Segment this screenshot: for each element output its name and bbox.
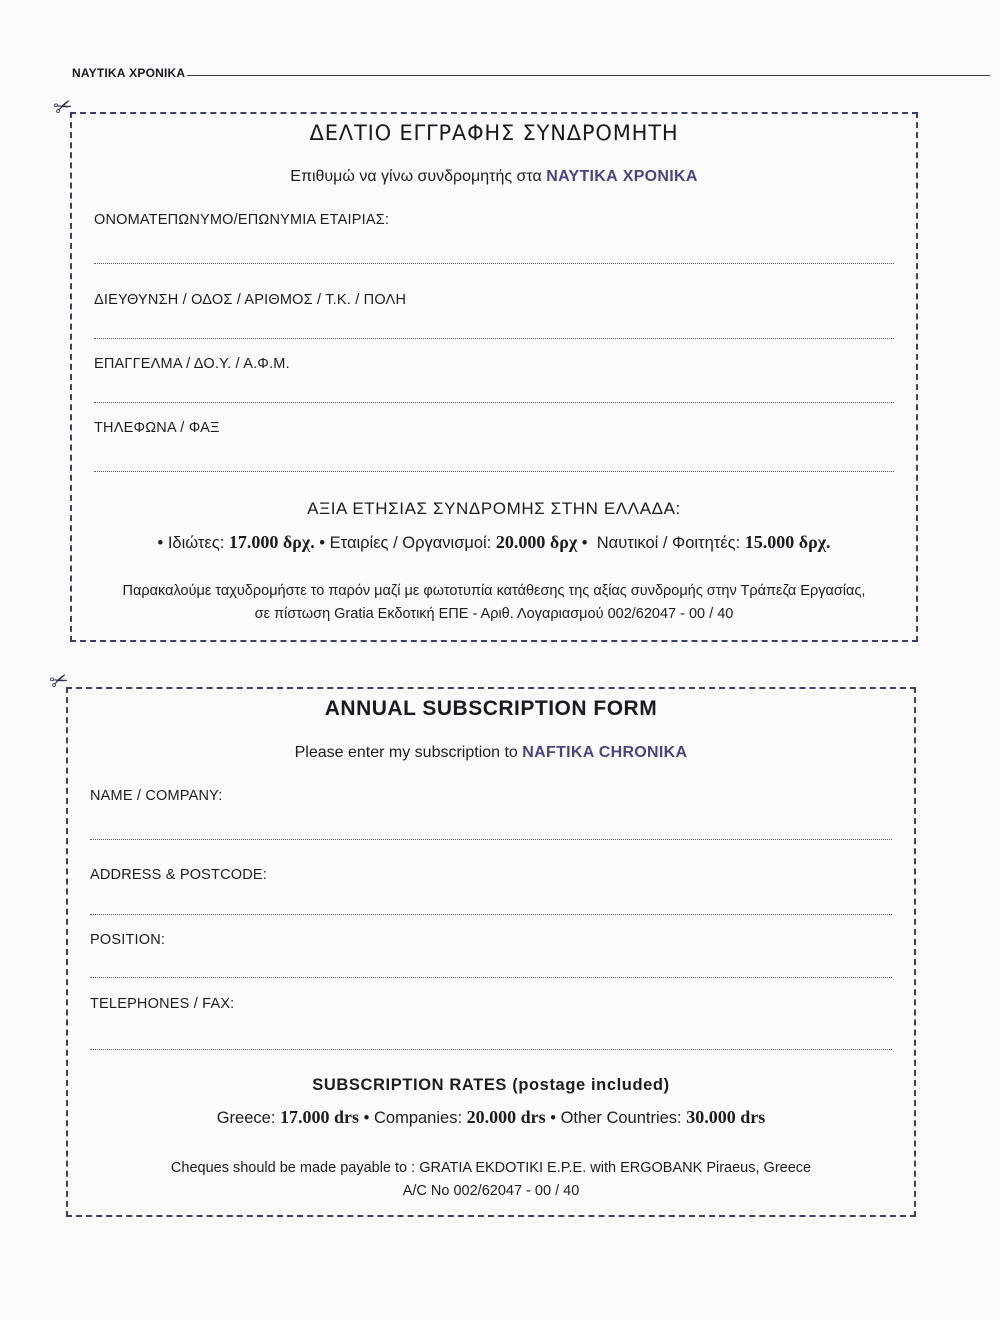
form-intro	[68, 744, 914, 762]
rates-title: SUBSCRIPTION RATES	[312, 1076, 508, 1094]
rate-label-seamen: Ναυτικοί / Φοιτητές:	[596, 534, 741, 552]
field-label-phone: ΤΗΛΕΦΩΝΑ / ΦΑΞ	[94, 420, 220, 436]
field-input-address[interactable]	[90, 914, 892, 915]
rates-list: • Ιδιώτες: 17.000 δρχ. • Εταιρίες / Οργανισμοί: 20.000 δρχ • Ναυτικοί / Φοιτητές: 15.000 δρχ.	[157, 532, 831, 552]
header-rule	[187, 75, 990, 76]
intro-brand: ΝΑΥΤΙΚΑ ΧΡΟΝΙΚΑ	[546, 168, 698, 185]
field-input-phone[interactable]	[94, 471, 894, 472]
field-input-address[interactable]	[94, 338, 894, 339]
intro-text: Please enter my subscription to	[294, 744, 518, 761]
rate-price-seamen: 15.000 δρχ.	[744, 532, 831, 552]
rate-label-other-countries: Other Countries:	[560, 1109, 682, 1127]
field-input-name[interactable]	[90, 839, 892, 840]
english-subscription-form	[66, 687, 916, 1217]
form-title: ΔΕΛΤΙΟ ΕΓΓΡΑΦΗΣ ΣΥΝΔΡΟΜΗΤΗ	[309, 121, 679, 145]
field-label-address: ΔΙΕΥΘΥΝΣΗ / ΟΔΟΣ / ΑΡΙΘΜΟΣ / Τ.Κ. / ΠΟΛΗ	[94, 292, 407, 308]
field-label-address: ADDRESS & POSTCODE:	[90, 867, 268, 883]
field-label-position: POSITION:	[90, 932, 166, 948]
rate-price-other-countries: 30.000 drs	[686, 1107, 766, 1127]
field-label-name: ΟΝΟΜΑΤΕΠΩΝΥΜΟ/ΕΠΩΝΥΜΙΑ ΕΤΑΙΡΙΑΣ:	[94, 212, 390, 228]
rate-label-private: Ιδιώτες:	[167, 534, 225, 552]
intro-brand: NAFTIKA CHRONIKA	[522, 744, 688, 761]
rate-price-companies: 20.000 δρχ	[495, 532, 578, 552]
payment-note	[92, 580, 896, 626]
scissors-icon: ✂	[50, 91, 76, 122]
field-input-profession[interactable]	[94, 402, 894, 403]
rate-label-companies: Εταιρίες / Οργανισμοί:	[329, 534, 492, 552]
rate-label-greece: Greece:	[216, 1109, 276, 1127]
scissors-icon: ✂	[46, 665, 72, 696]
payment-note-line2: A/C No 002/62047 - 00 / 40	[402, 1183, 580, 1199]
field-input-name[interactable]	[94, 263, 894, 264]
rate-price-greece: 17.000 drs	[280, 1107, 360, 1127]
rates-title: ΑΞΙΑ ΕΤΗΣΙΑΣ ΣΥΝΔΡΟΜΗΣ ΣΤΗΝ ΕΛΛΑΔΑ:	[307, 499, 681, 518]
field-label-name: NAME / COMPANY:	[90, 788, 223, 804]
greek-subscription-form	[70, 112, 918, 642]
rate-price-private: 17.000 δρχ.	[228, 532, 315, 552]
payment-note	[88, 1157, 894, 1203]
payment-note-line1: Παρακαλούμε ταχυδρομήστε το παρόν μαζί με φωτοτυπία κατάθεσης της αξίας συνδρομής στην Τράπεζα Εργασίας,	[122, 583, 866, 599]
publication-title: ΝΑΥΤΙΚΑ ΧΡΟΝΙΚΑ	[72, 66, 186, 80]
field-label-phone: TELEPHONES / FAX:	[90, 996, 235, 1012]
field-label-profession: ΕΠΑΓΓΕΛΜΑ / ΔΟ.Υ. / Α.Φ.Μ.	[94, 356, 290, 372]
payment-note-line2: σε πίστωση Gratia Εκδοτική ΕΠΕ - Αριθ. Λογαριασμού 002/62047 - 00 / 40	[254, 606, 734, 622]
page-header	[72, 66, 990, 86]
rate-price-companies: 20.000 drs	[466, 1107, 546, 1127]
rate-label-companies: Companies:	[373, 1109, 463, 1127]
field-input-position[interactable]	[90, 977, 892, 978]
payment-note-line1: Cheques should be made payable to : GRATIA EKDOTIKI E.P.E. with ERGOBANK Piraeus, Greece	[170, 1160, 812, 1176]
field-input-phone[interactable]	[90, 1049, 892, 1050]
form-title: ANNUAL SUBSCRIPTION FORM	[324, 697, 658, 720]
form-intro	[72, 168, 916, 186]
rates-title-row	[68, 1076, 914, 1095]
rates-list: Greece: 17.000 drs • Companies: 20.000 drs • Other Countries: 30.000 drs	[216, 1107, 766, 1127]
intro-text: Επιθυμώ να γίνω συνδρομητής στα	[290, 168, 542, 185]
rates-title-suffix: (postage included)	[512, 1076, 670, 1094]
